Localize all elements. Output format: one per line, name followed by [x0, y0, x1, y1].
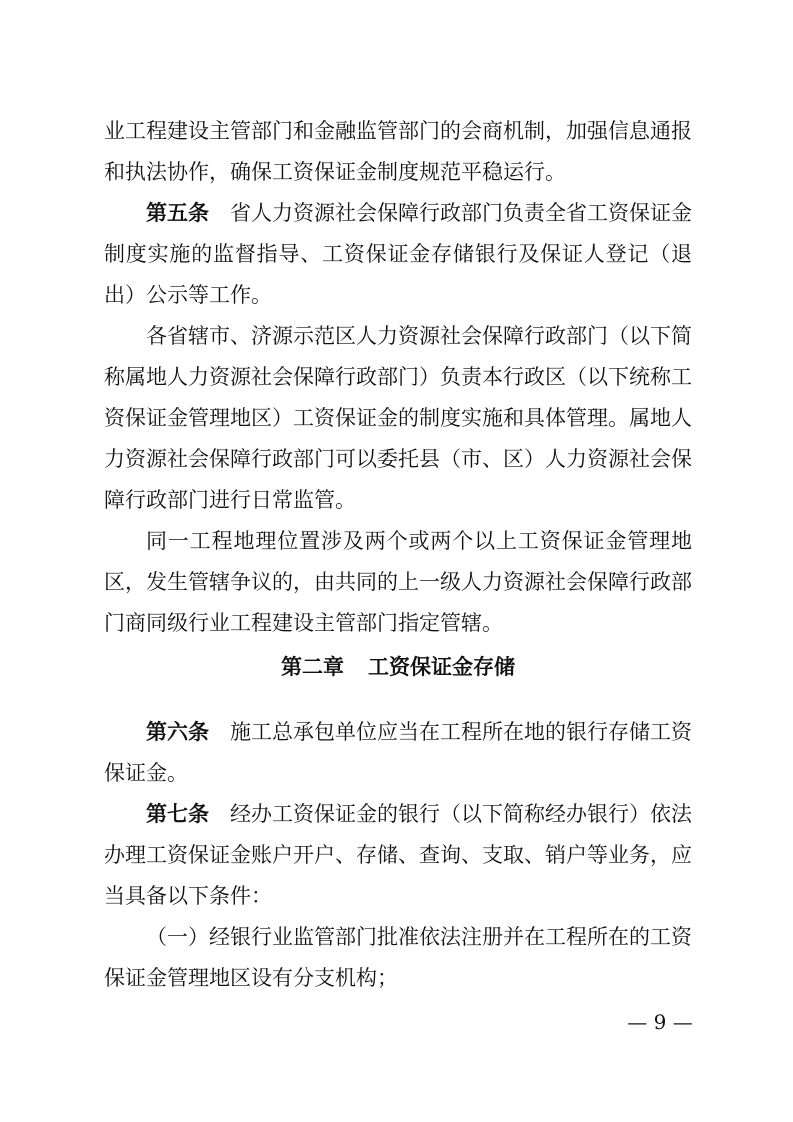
article-7-line — [146, 794, 692, 834]
article-5-text: 省人力资源社会保障行政部门负责全省工资保证金 — [230, 201, 692, 225]
text-line: 障行政部门进行日常监管。 — [104, 488, 356, 512]
chapter-heading — [104, 647, 692, 687]
text-line: 门商同级行业工程建设主管部门指定管辖。 — [104, 611, 503, 635]
article-7-text: 经办工资保证金的银行（以下简称经办银行）依法 — [230, 802, 692, 826]
article-5-label: 第五条 — [146, 201, 209, 225]
chapter-number: 第二章 — [281, 655, 344, 679]
text-line: 资保证金管理地区）工资保证金的制度实施和具体管理。属地人 — [104, 406, 692, 430]
text-line: 力资源社会保障行政部门可以委托县（市、区）人力资源社会保 — [104, 447, 692, 471]
text-line: 保证金。 — [104, 761, 188, 785]
text-line: 称属地人力资源社会保障行政部门）负责本行政区（以下统称工 — [104, 365, 692, 389]
text-line: 各省辖市、济源示范区人力资源社会保障行政部门（以下简 — [146, 324, 692, 348]
text-line: 当具备以下条件： — [104, 884, 272, 908]
text-line: 和执法协作，确保工资保证金制度规范平稳运行。 — [104, 160, 566, 184]
text-line: 制度实施的监督指导、工资保证金存储银行及保证人登记（退 — [104, 242, 692, 266]
text-line: 保证金管理地区设有分支机构； — [104, 966, 398, 990]
page-number: — 9 — — [627, 1010, 693, 1034]
article-6-text: 施工总承包单位应当在工程所在地的银行存储工资 — [230, 720, 692, 744]
text-line: 出）公示等工作。 — [104, 283, 272, 307]
text-line: 业工程建设主管部门和金融监管部门的会商机制，加强信息通报 — [104, 119, 692, 143]
article-6-line — [146, 712, 692, 752]
text-line: 同一工程地理位置涉及两个或两个以上工资保证金管理地 — [146, 529, 692, 553]
text-line: （一）经银行业监管部门批准依法注册并在工程所在的工资 — [146, 925, 692, 949]
text-line: 区，发生管辖争议的，由共同的上一级人力资源社会保障行政部 — [104, 570, 692, 594]
article-7-label: 第七条 — [146, 802, 209, 826]
chapter-title: 工资保证金存储 — [368, 655, 515, 679]
article-5-line — [146, 193, 692, 233]
article-6-label: 第六条 — [146, 720, 209, 744]
text-line: 办理工资保证金账户开户、存储、查询、支取、销户等业务，应 — [104, 843, 692, 867]
